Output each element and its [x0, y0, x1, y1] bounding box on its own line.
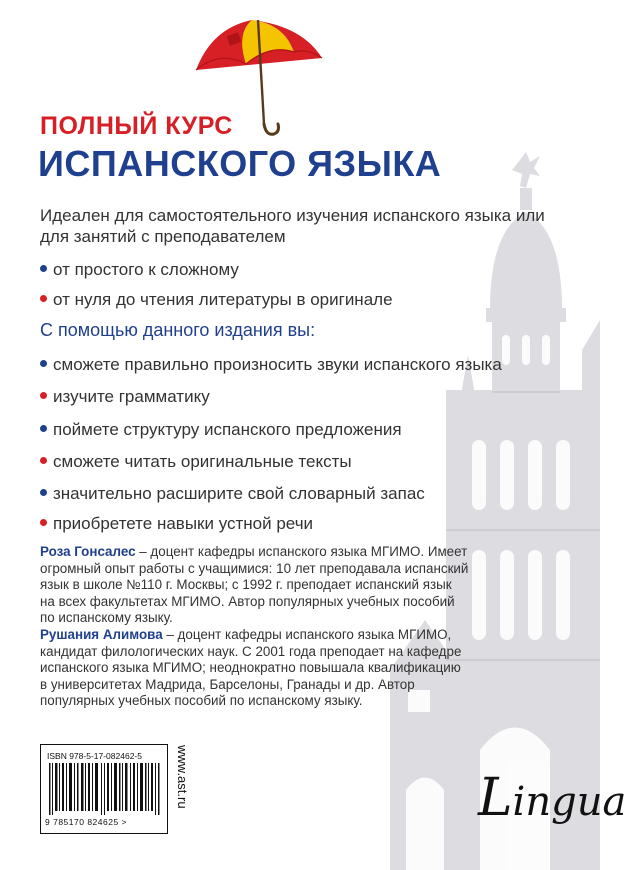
cathedral-illustration	[350, 150, 600, 870]
bullet-dot-icon	[40, 489, 47, 496]
author-bio: Роза Гонсалес – доцент кафедры испанского языка МГИМО. Имеет огромный опыт работы с учащимися: 10 лет преподавала испанский язык в школе №110 г. Москвы; с 1992 г. преподает испанский язык на всех факультетах МГИМО. Автор популярных учебных пособий по испанскому языку.	[40, 544, 469, 626]
bullet-dot-icon	[40, 392, 47, 399]
benefit-item: изучите грамматику	[40, 387, 210, 407]
benefit-item: приобретете навыки устной речи	[40, 514, 313, 534]
benefit-item: поймете структуру испанского предложения	[40, 420, 402, 440]
feature-item: от простого к сложному	[40, 260, 239, 280]
bullet-dot-icon	[40, 265, 47, 272]
bullet-dot-icon	[40, 360, 47, 367]
bullet-dot-icon	[40, 425, 47, 432]
title-line-1: ПОЛНЫЙ КУРС	[40, 112, 233, 140]
barcode-number: 9 785170 824625 >	[45, 817, 128, 827]
author-name: Рушания Алимова	[40, 626, 163, 642]
barcode	[47, 763, 161, 815]
bullet-dot-icon	[40, 295, 47, 302]
author-bio: Рушания Алимова – доцент кафедры испанского языка МГИМО, кандидат филологических наук. С 2001 года преподает на кафедре испанского языка МГИМО; неоднократно повышала квалификацию в университетах Мадрида, Барселоны, Гранады и др. Автор популярных учебных пособий по испанскому языку.	[40, 626, 462, 709]
benefits-heading: С помощью данного издания вы:	[40, 320, 316, 340]
author-name: Роза Гонсалес	[40, 544, 136, 559]
isbn-number: ISBN 978-5-17-082462-5	[47, 751, 142, 761]
intro-text: Идеален для самостоятельного изучения испанского языка или для занятий с преподавателем	[40, 206, 545, 246]
website-url: www.ast.ru	[175, 745, 190, 809]
title-line-2: ИСПАНСКОГО ЯЗЫКА	[38, 143, 442, 184]
publisher-logo: Lingua	[478, 768, 626, 828]
benefit-item: сможете читать оригинальные тексты	[40, 452, 352, 472]
authors-section	[40, 544, 470, 710]
feature-item: от нуля до чтения литературы в оригинале	[40, 290, 393, 310]
bullet-dot-icon	[40, 519, 47, 526]
bullet-dot-icon	[40, 457, 47, 464]
isbn-barcode-box	[40, 744, 168, 834]
benefit-item: сможете правильно произносить звуки испанского языка	[40, 355, 502, 375]
benefit-item: значительно расширите свой словарный запас	[40, 484, 425, 504]
